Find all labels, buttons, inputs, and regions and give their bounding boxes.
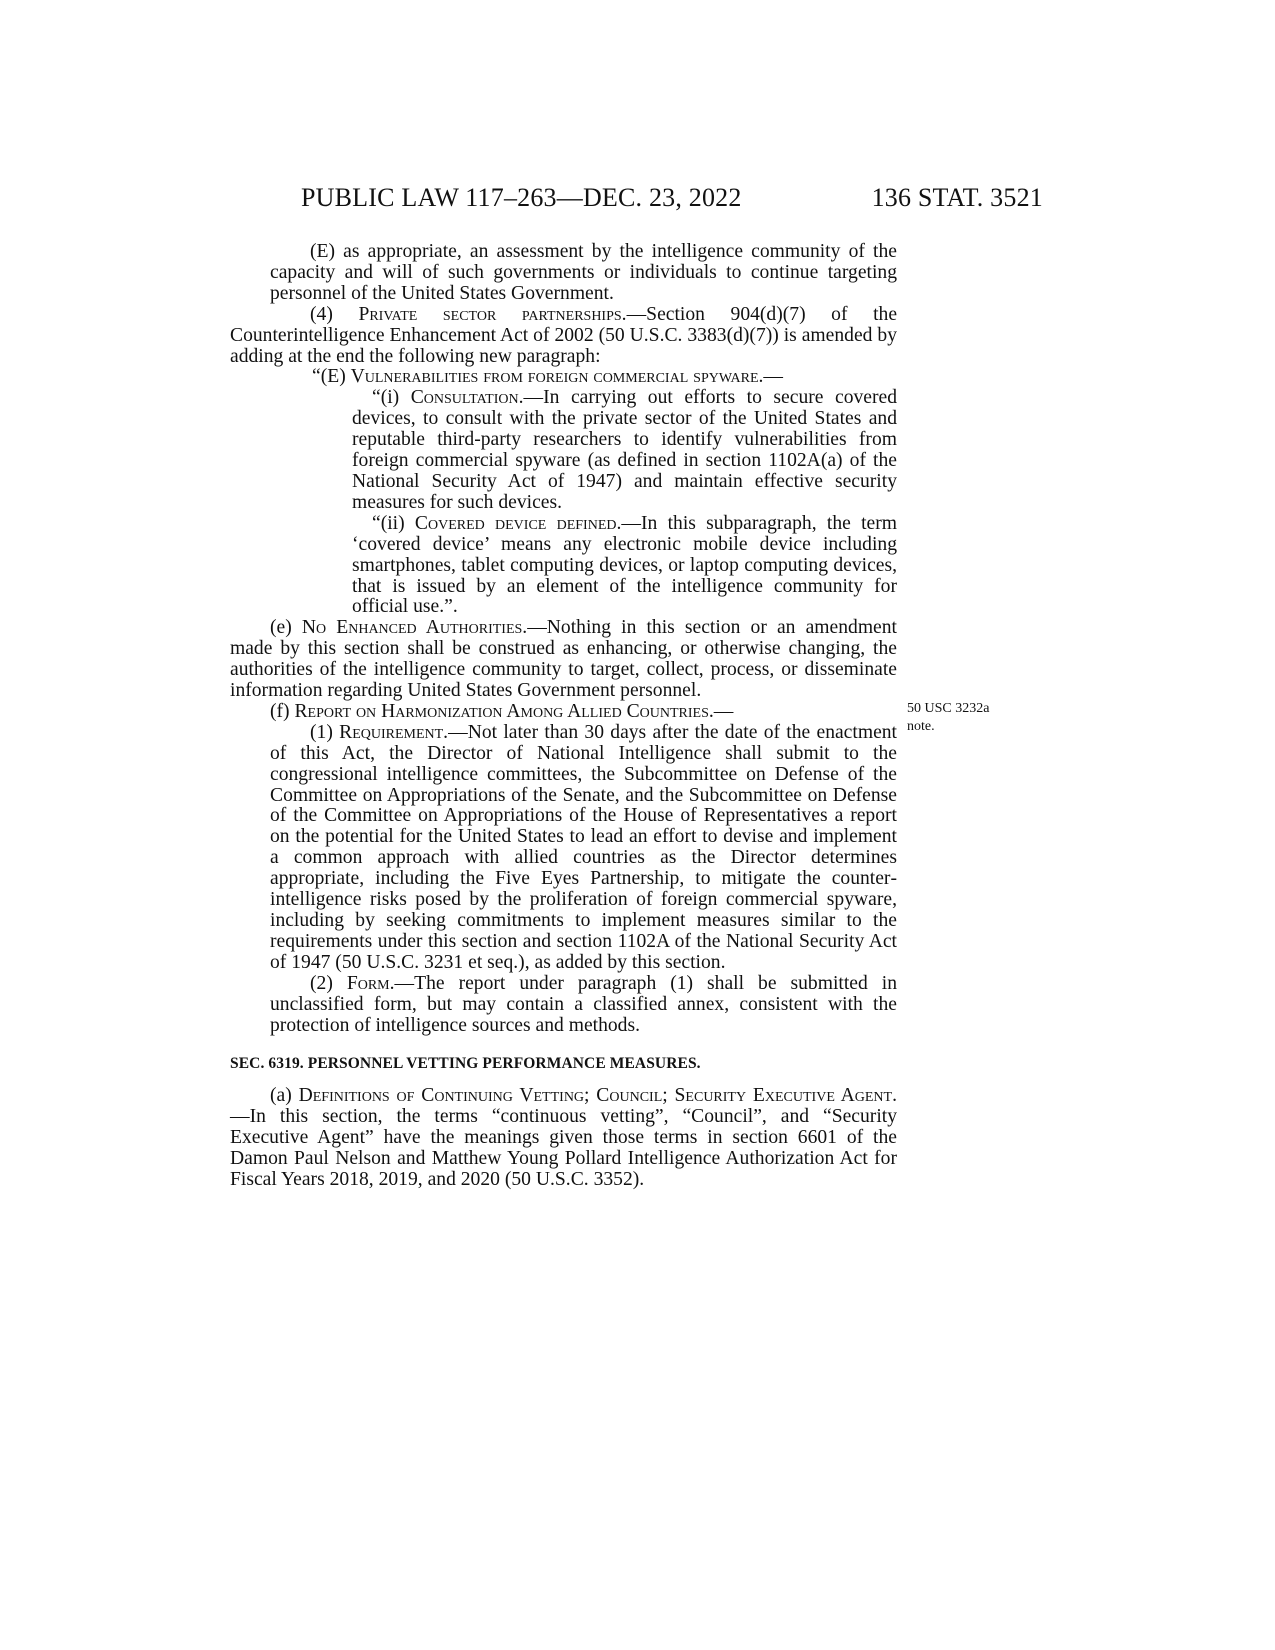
paragraph-f2: (2) Form.—The report under paragraph (1) shall be submitted in unclassified form, but may contain a classified annex, consistent with the protection of intelligence sources and methods.: [270, 972, 897, 1036]
paragraph-f1-heading: Requirement.: [339, 721, 449, 743]
paragraph-E-quoted: “(E) Vulnerabilities from foreign commercial spyware.—: [312, 366, 783, 388]
running-header: [301, 183, 1043, 217]
subsection-f-heading: Report on Harmonization Among Allied Countries.: [294, 700, 714, 722]
clause-ii-heading: Covered device defined.: [414, 512, 622, 534]
margin-note-citation: 50 USC 3232a: [907, 701, 990, 716]
section-heading: SEC. 6319. PERSONNEL VETTING PERFORMANCE MEASURES.: [230, 1055, 701, 1073]
subsection-a: (a) Definitions of Continuing Vetting; Council; Security Executive Agent.—In this section, the terms “continuous vetting”, “Council”, and “Security Executive Agent” have the meanings given those terms in section 6601 of the Damon Paul Nelson and Matthew Young Pollard Intelligence Authorization Act for Fiscal Years 2018, 2019, and 2020 (50 U.S.C. 3352).: [230, 1085, 897, 1190]
subsection-e-heading: No Enhanced Authorities.: [301, 617, 528, 639]
paragraph-f1: (1) Requirement.—Not later than 30 days after the date of the enactment of this Act, the Director of National Intelligence shall submit to the congressional intelligence committees, the Subcommittee on Defense of the Committee on Appropriations of the Senate, and the Subcommittee on Defense of the Committee on Appropriations of the House of Representatives a report on the potential for the United States to lead an effort to devise and implement a common approach with allied countries as the Director determines appropriate, including the Five Eyes Partnership, to mitigate the counterintelligence risks posed by the proliferation of foreign commercial spyware, including by seeking commitments to implement measures similar to the requirements under this section and section 1102A of the National Security Act of 1947 (50 U.S.C. 3231 et seq.), as added by this section.: [270, 721, 898, 973]
paragraph-4-heading: Private sector partnerships.: [358, 303, 627, 325]
document-body: [230, 242, 897, 1191]
header-page-ref: 136 STAT. 3521: [871, 183, 1043, 212]
subsection-a-heading: Definitions of Continuing Vetting; Council; Security Executive Agent.: [298, 1085, 897, 1107]
clause-ii: “(ii) Covered device defined.—In this subparagraph, the term ‘covered device’ means any electronic mobile device including smartphones, tablet computing devices, or laptop computing devices, that is issued by an element of the intelligence community for official use.”.: [352, 512, 897, 618]
subsection-f: (f) Report on Harmonization Among Allied Countries.—: [270, 700, 734, 722]
header-title: PUBLIC LAW 117–263—DEC. 23, 2022: [301, 183, 742, 212]
margin-note: [907, 700, 1017, 736]
paragraph-f2-heading: Form.: [346, 972, 395, 994]
subsection-e: (e) No Enhanced Authorities.—Nothing in this section or an amendment made by this section shall be construed as enhancing, or otherwise changing, the authorities of the intelligence community to target, collect, process, or disseminate information regarding United States Government personnel.: [230, 617, 897, 702]
paragraph-3E: (E) as appropriate, an assessment by the intelligence community of the capacity and will of such governments or individuals to continue targeting personnel of the United States Government.: [270, 241, 897, 304]
paragraph-4: (4) Private sector partnerships.—Section 904(d)(7) of the Counterintelligence Enhancement Act of 2002 (50 U.S.C. 3383(d)(7)) is amended by adding at the end the following new paragraph:: [230, 303, 898, 367]
clause-i: “(i) Consultation.—In carrying out efforts to secure covered devices, to consult with the private sector of the United States and reputable third-party researchers to identify vulnerabilities from foreign commercial spyware (as defined in section 1102A(a) of the National Security Act of 1947) and maintain effective security measures for such devices.: [352, 387, 898, 513]
clause-i-heading: Consultation.: [410, 387, 524, 409]
margin-note-suffix: note.: [907, 719, 935, 734]
paragraph-E-heading: Vulnerabilities from foreign commercial spyware.: [350, 366, 764, 388]
